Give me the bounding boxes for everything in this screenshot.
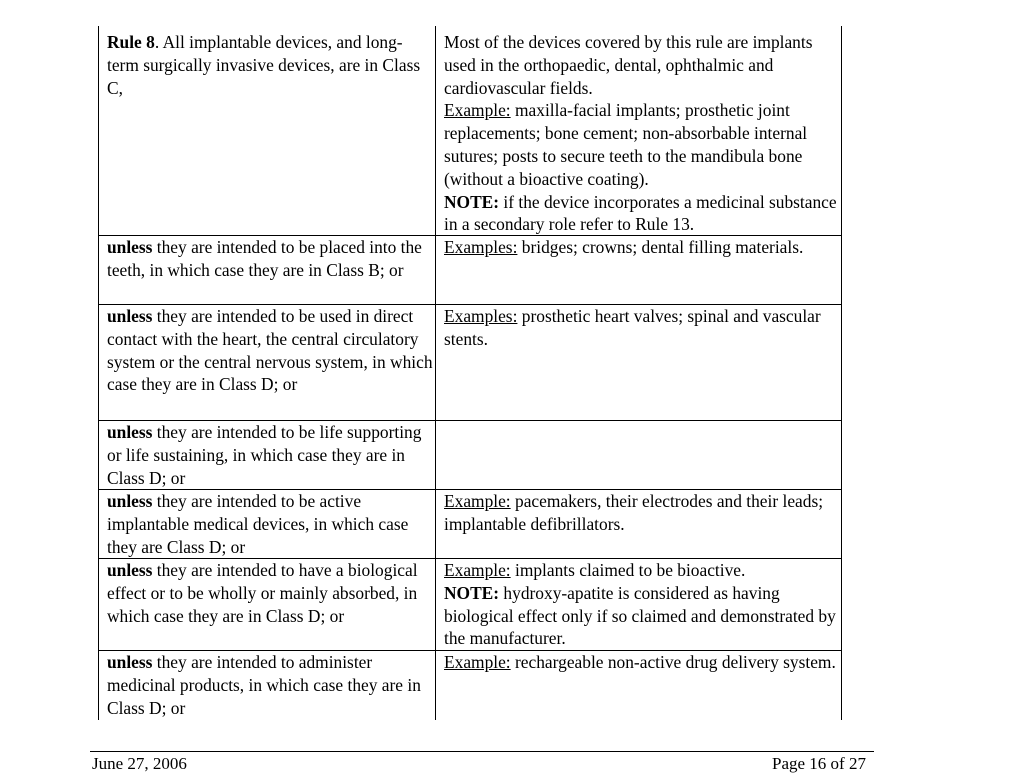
example-text: bridges; crowns; dental filling materials. — [517, 237, 804, 257]
example-text: pacemakers, their electrodes and their leads; implantable defibrillators. — [444, 491, 824, 534]
rule-cell — [107, 31, 433, 99]
explanation-text: Most of the devices covered by this rule are implants used in the orthopaedic, dental, ophthalmic and cardiovascular fields. — [444, 32, 813, 98]
example-text: prosthetic heart valves; spinal and vascular stents. — [444, 306, 821, 349]
table-border-right — [841, 26, 842, 720]
rule-text: they are intended to be used in direct contact with the heart, the central circulatory system or the central nervous system, in which case they are in Class D; or — [107, 306, 433, 395]
footer-rule — [90, 751, 874, 752]
rule-cell — [107, 651, 433, 719]
footer-date: June 27, 2006 — [92, 754, 187, 773]
note-text: if the device incorporates a medicinal substance in a secondary role refer to Rule 13. — [444, 191, 837, 235]
rule-text: they are intended to be placed into the teeth, in which case they are in Class B; or — [107, 237, 422, 280]
unless-keyword: unless — [107, 652, 153, 672]
example-text: maxilla-facial implants; prosthetic joint replacements; bone cement; non-absorbable internal sutures; posts to secure teeth to the mandibula bone (without a bioactive coating). — [444, 100, 808, 189]
rule-cell — [107, 305, 433, 396]
rule-text: they are intended to be life supporting or life sustaining, in which case they are in Class D; or — [107, 422, 422, 488]
example-text: rechargeable non-active drug delivery system. — [510, 652, 836, 672]
rule-cell — [107, 490, 433, 558]
rule-title: Rule 8 — [107, 32, 155, 52]
note-label: NOTE: — [444, 191, 500, 212]
rule-text: they are intended to be active implantable medical devices, in which case they are Class D; or — [107, 491, 409, 557]
unless-keyword: unless — [107, 560, 153, 580]
explanation-cell — [444, 236, 840, 259]
unless-keyword: unless — [107, 237, 153, 257]
example-label: Example: — [444, 652, 511, 672]
example-label: Examples: — [444, 306, 518, 326]
unless-keyword: unless — [107, 306, 153, 326]
explanation-cell — [444, 651, 840, 674]
example-label: Example: — [444, 491, 511, 511]
table-column-divider — [435, 26, 436, 720]
note-text: hydroxy-apatite is considered as having biological effect only if so claimed and demonstrated by the manufacturer. — [444, 582, 836, 649]
explanation-cell — [444, 490, 840, 536]
rule-cell — [107, 236, 433, 282]
note-label: NOTE: — [444, 582, 500, 603]
explanation-cell — [444, 305, 840, 351]
rules-table — [98, 26, 842, 720]
unless-keyword: unless — [107, 422, 153, 442]
rule-text: they are intended to administer medicinal products, in which case they are in Class D; or — [107, 652, 421, 718]
table-border-left — [98, 26, 99, 720]
example-label: Examples: — [444, 237, 518, 257]
rule-text: they are intended to have a biological effect or to be wholly or mainly absorbed, in which case they are in Class D; or — [107, 560, 418, 626]
example-text: implants claimed to be bioactive. — [515, 560, 746, 580]
footer-page-number: Page 16 of 27 — [772, 754, 866, 773]
rule-cell — [107, 421, 433, 489]
explanation-cell — [444, 559, 840, 650]
rule-cell — [107, 559, 433, 627]
rule-text: . All implantable devices, and long-term surgically invasive devices, are in Class C, — [107, 32, 421, 98]
example-label: Example: — [444, 100, 511, 121]
unless-keyword: unless — [107, 491, 153, 511]
example-label: Example: — [444, 560, 511, 580]
explanation-cell — [444, 31, 840, 236]
